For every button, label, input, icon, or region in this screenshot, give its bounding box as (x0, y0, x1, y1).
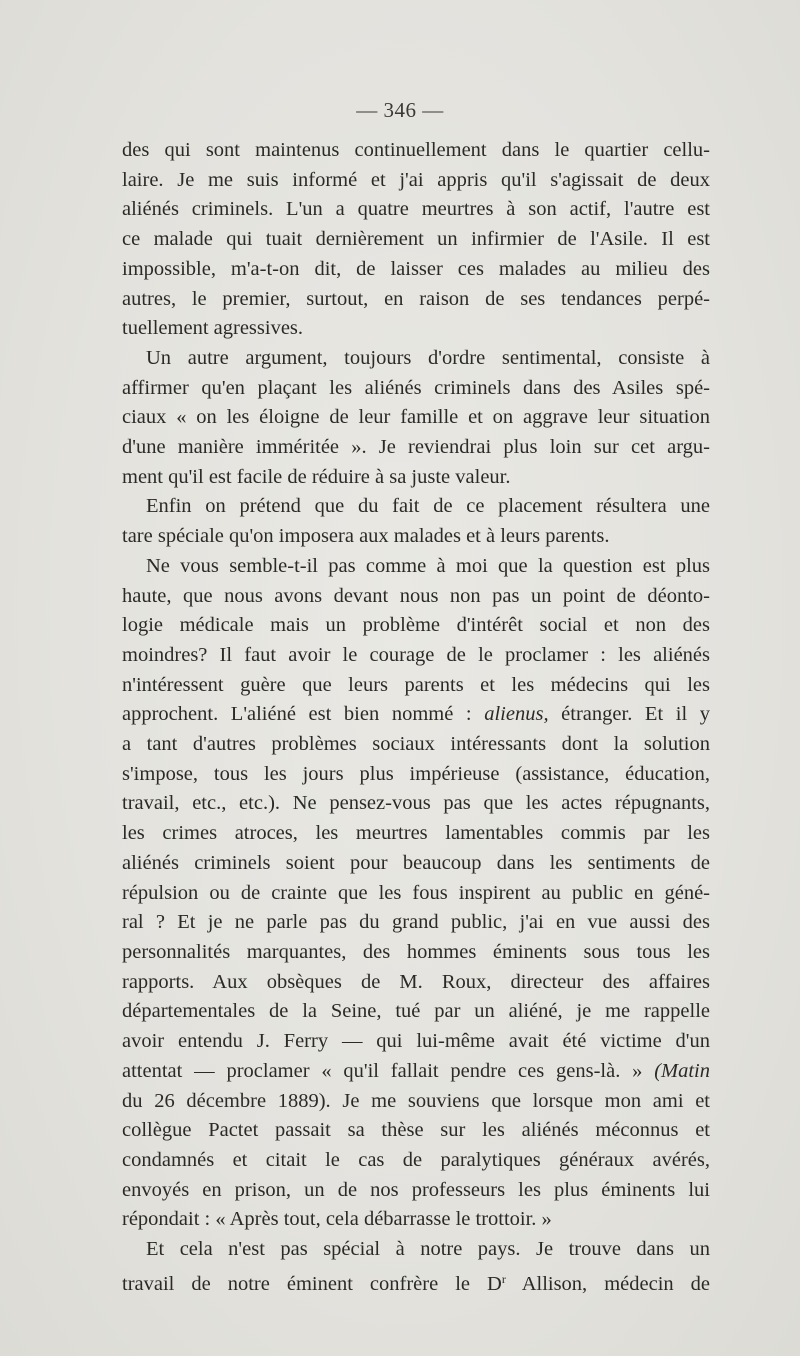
text-line: personnalités marquantes, des hommes éminents sous tous les (122, 940, 710, 963)
text-segment: Allison, médecin de (505, 1272, 710, 1295)
text-line: tare spéciale qu'on imposera aux malades et à leurs parents. (122, 525, 610, 548)
text-line: Enfin on prétend que du fait de ce placement résultera une (146, 495, 710, 518)
text-line: envoyés en prison, un de nos professeurs les plus éminents lui (122, 1178, 710, 1201)
text-line: aliénés criminels. L'un a quatre meurtres à son actif, l'autre est (122, 198, 710, 221)
text-line: affirmer qu'en plaçant les aliénés criminels dans des Asiles spé- (122, 376, 710, 399)
text-line-mixed (122, 1265, 710, 1300)
text-line: départementales de la Seine, tué par un aliéné, je me rappelle (122, 1000, 710, 1023)
text-line: travail, etc., etc.). Ne pensez-vous pas que les actes répugnants, (122, 792, 710, 815)
superscript: r (501, 1271, 506, 1286)
text-line-mixed (122, 1057, 710, 1087)
text-line: des qui sont maintenus continuellement dans le quartier cellu- (122, 139, 710, 161)
text-line-mixed (122, 700, 710, 730)
text-line: haute, que nous avons devant nous non pas un point de déonto- (122, 584, 710, 607)
text-segment: travail de notre éminent confrère le D (122, 1272, 502, 1295)
italic-word: (Matin (654, 1059, 710, 1082)
text-line: ce malade qui tuait dernièrement un infirmier de l'Asile. Il est (122, 228, 710, 251)
text-line: condamnés et citait le cas de paralytiques généraux avérés, (122, 1148, 710, 1171)
text-line: avoir entendu J. Ferry — qui lui-même avait été victime d'un (122, 1030, 710, 1053)
page-number: — 346 — (356, 98, 444, 122)
text-line: répulsion ou de crainte que les fous inspirent au public en géné- (122, 881, 710, 904)
text-line: laire. Je me suis informé et j'ai appris qu'il s'agissait de deux (122, 168, 710, 191)
text-line: n'intéressent guère que leurs parents et les médecins qui les (122, 673, 710, 696)
text-line: a tant d'autres problèmes sociaux intéressants dont la solution (122, 733, 710, 756)
text-line: Ne vous semble-t-il pas comme à moi que la question est plus (146, 554, 710, 577)
text-segment: approchent. L'aliéné est bien nommé : (122, 703, 485, 726)
text-line: d'une manière imméritée ». Je reviendrai plus loin sur cet argu- (122, 436, 710, 459)
text-line: autres, le premier, surtout, en raison de ses tendances perpé- (122, 287, 710, 310)
text-line: Un autre argument, toujours d'ordre sentimental, consiste à (146, 346, 710, 369)
text-line: du 26 décembre 1889). Je me souviens que lorsque mon ami et (122, 1089, 710, 1112)
text-segment: étranger. Et il y (548, 703, 710, 726)
text-line: ciaux « on les éloigne de leur famille et on aggrave leur situation (122, 406, 710, 429)
text-line: rapports. Aux obsèques de M. Roux, directeur des affaires (122, 970, 710, 993)
text-line: logie médicale mais un problème d'intérêt social et non des (122, 614, 710, 637)
text-line: les crimes atroces, les meurtres lamentables commis par les (122, 822, 710, 845)
text-line: aliénés criminels soient pour beaucoup dans les sentiments de (122, 851, 710, 874)
text-line: impossible, m'a-t-on dit, de laisser ces malades au milieu des (122, 257, 710, 280)
text-line: tuellement agressives. (122, 317, 304, 340)
text-line: collègue Pactet passait sa thèse sur les aliénés méconnus et (122, 1119, 710, 1142)
body-text (122, 136, 710, 1299)
text-line: Et cela n'est pas spécial à notre pays. Je trouve dans un (146, 1238, 710, 1261)
text-line: répondait : « Après tout, cela débarrasse le trottoir. » (122, 1208, 552, 1231)
text-line: ral ? Et je ne parle pas du grand public, j'ai en vue aussi des (122, 911, 710, 934)
text-line: ment qu'il est facile de réduire à sa juste valeur. (122, 465, 511, 488)
italic-word: alienus, (484, 703, 549, 726)
text-segment: attentat — proclamer « qu'il fallait pendre ces gens-là. » (122, 1059, 655, 1082)
text-line: s'impose, tous les jours plus impérieuse (assistance, éducation, (122, 762, 710, 785)
text-line: moindres? Il faut avoir le courage de le proclamer : les aliénés (122, 643, 710, 666)
